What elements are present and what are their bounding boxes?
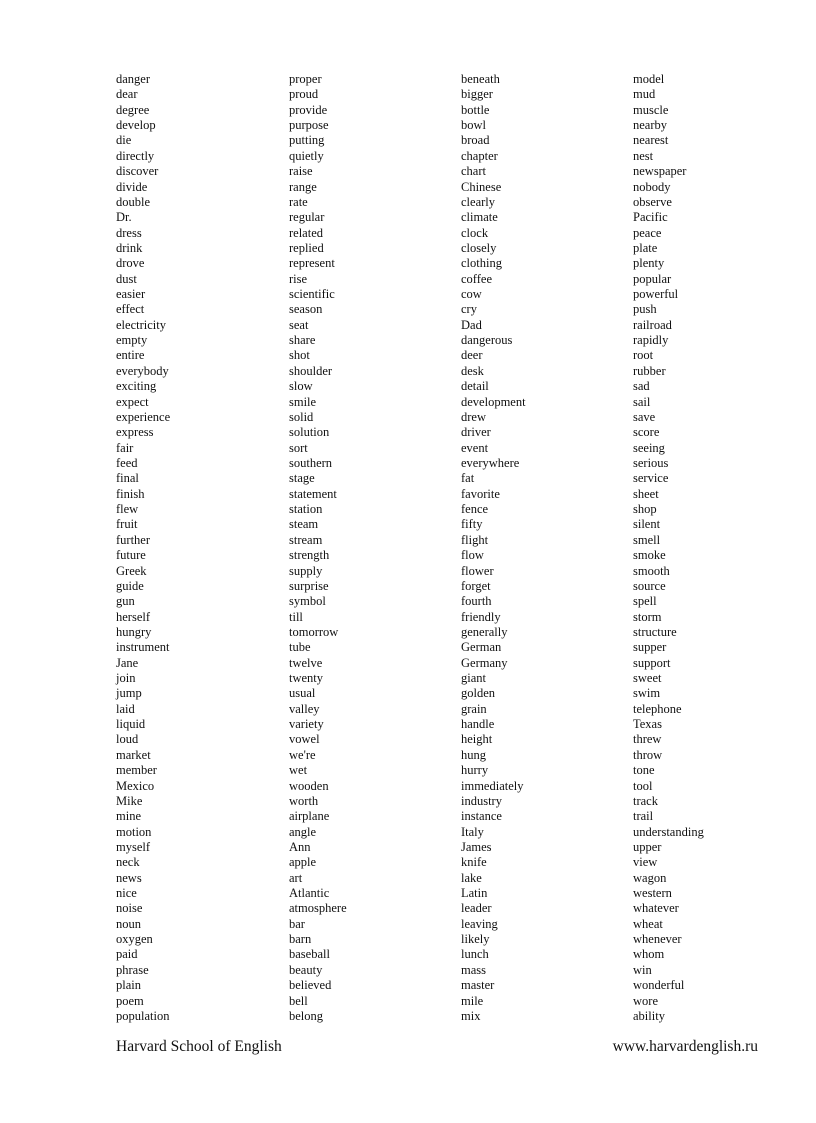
word-column-2 (289, 72, 347, 1024)
word-item: noise (116, 901, 143, 916)
word-item: finish (116, 486, 145, 501)
word-item: stage (289, 471, 315, 486)
word-item: closely (461, 240, 497, 255)
word-item: wooden (289, 778, 329, 793)
word-item: supply (289, 563, 323, 578)
word-item: paid (116, 947, 138, 962)
word-item: liquid (116, 717, 146, 732)
word-item: till (289, 609, 303, 624)
word-item: range (289, 179, 317, 194)
word-item: rapidly (633, 333, 669, 348)
word-item: telephone (633, 701, 682, 716)
word-item: solution (289, 425, 330, 440)
word-item: grain (461, 701, 487, 716)
word-item: industry (461, 793, 502, 808)
word-item: trail (633, 809, 654, 824)
word-item: mix (461, 1008, 481, 1023)
word-item: giant (461, 671, 486, 686)
word-item: mud (633, 87, 656, 102)
word-item: motion (116, 824, 152, 839)
word-item: newspaper (633, 164, 687, 179)
word-item: Atlantic (289, 886, 330, 901)
word-item: market (116, 747, 151, 762)
word-item: double (116, 194, 151, 209)
word-item: service (633, 471, 669, 486)
word-item: mass (461, 962, 486, 977)
word-item: regular (289, 210, 325, 225)
word-item: climate (461, 210, 498, 225)
word-item: proper (289, 72, 322, 86)
word-item: seeing (633, 440, 665, 455)
word-item: whenever (633, 932, 682, 947)
word-item: smile (289, 394, 317, 409)
word-item: further (116, 532, 151, 547)
word-item: season (289, 302, 323, 317)
word-item: track (633, 793, 658, 808)
word-item: southern (289, 455, 333, 470)
word-item: cry (461, 302, 477, 317)
word-item: discover (116, 164, 159, 179)
word-item: population (116, 1008, 170, 1023)
word-item: event (461, 440, 489, 455)
word-item: seat (289, 317, 309, 332)
word-item: dear (116, 87, 138, 102)
word-item: Mike (116, 793, 143, 808)
word-item: sweet (633, 671, 662, 686)
word-item: popular (633, 271, 672, 286)
word-item: solid (289, 409, 314, 424)
word-item: everywhere (461, 455, 520, 470)
word-item: deer (461, 348, 483, 363)
word-item: final (116, 471, 139, 486)
word-item: quietly (289, 148, 324, 163)
word-item: knife (461, 855, 487, 870)
footer-website-url: www.harvardenglish.ru (612, 1038, 758, 1055)
word-item: golden (461, 686, 496, 701)
word-item: structure (633, 624, 677, 639)
word-item: flower (461, 563, 494, 578)
word-item: Greek (116, 563, 147, 578)
word-item: oxygen (116, 932, 153, 947)
word-item: fence (461, 502, 489, 517)
word-item: smoke (633, 548, 666, 563)
word-item: dangerous (461, 333, 513, 348)
word-item: symbol (289, 594, 326, 609)
word-item: tone (633, 763, 655, 778)
word-item: chart (461, 164, 486, 179)
word-item: view (633, 855, 658, 870)
word-item: believed (289, 978, 332, 993)
word-item: raise (289, 164, 313, 179)
word-item: smooth (633, 563, 670, 578)
word-item: experience (116, 409, 171, 424)
word-item: upper (633, 839, 662, 854)
word-item: strength (289, 548, 330, 563)
word-item: poem (116, 993, 144, 1008)
word-item: Italy (461, 824, 484, 839)
word-item: sail (633, 394, 651, 409)
word-item: master (461, 978, 495, 993)
word-item: observe (633, 194, 672, 209)
word-item: flow (461, 548, 484, 563)
word-item: fruit (116, 517, 138, 532)
word-item: nice (116, 886, 137, 901)
word-item: slow (289, 379, 313, 394)
word-item: hung (461, 747, 486, 762)
word-item: western (633, 886, 672, 901)
word-item: station (289, 502, 323, 517)
word-item: mine (116, 809, 141, 824)
word-item: beneath (461, 72, 500, 86)
word-item: storm (633, 609, 662, 624)
word-item: rate (289, 194, 308, 209)
word-item: score (633, 425, 660, 440)
word-item: wonderful (633, 978, 685, 993)
word-item: bell (289, 993, 308, 1008)
word-item: represent (289, 256, 335, 271)
word-item: coffee (461, 271, 492, 286)
word-item: usual (289, 686, 316, 701)
word-item: flight (461, 532, 489, 547)
word-item: easier (116, 287, 146, 302)
word-item: degree (116, 102, 150, 117)
word-item: muscle (633, 102, 669, 117)
word-item: effect (116, 302, 145, 317)
word-item: save (633, 409, 656, 424)
word-item: James (461, 839, 492, 854)
word-item: laid (116, 701, 135, 716)
word-item: steam (289, 517, 319, 532)
word-item: rubber (633, 363, 666, 378)
word-item: favorite (461, 486, 500, 501)
word-item: statement (289, 486, 337, 501)
word-item: proud (289, 87, 319, 102)
word-item: everybody (116, 363, 169, 378)
word-item: swim (633, 686, 661, 701)
word-item: scientific (289, 287, 335, 302)
word-item: related (289, 225, 324, 240)
word-item: detail (461, 379, 489, 394)
word-item: barn (289, 932, 312, 947)
word-item: desk (461, 363, 484, 378)
word-item: nest (633, 148, 654, 163)
word-item: handle (461, 717, 495, 732)
word-item: friendly (461, 609, 501, 624)
word-item: plain (116, 978, 141, 993)
word-item: fifty (461, 517, 483, 532)
word-item: mile (461, 993, 484, 1008)
word-item: gun (116, 594, 135, 609)
word-item: Ann (289, 839, 311, 854)
word-item: wagon (633, 870, 667, 885)
word-item: jump (116, 686, 142, 701)
word-item: root (633, 348, 654, 363)
word-item: Texas (633, 717, 662, 732)
word-item: expect (116, 394, 149, 409)
word-item: threw (633, 732, 662, 747)
word-item: member (116, 763, 157, 778)
word-item: bigger (461, 87, 493, 102)
word-item: push (633, 302, 657, 317)
word-item: height (461, 732, 493, 747)
word-item: whatever (633, 901, 679, 916)
word-item: phrase (116, 962, 149, 977)
word-item: peace (633, 225, 662, 240)
word-item: vowel (289, 732, 320, 747)
word-item: Pacific (633, 210, 668, 225)
word-item: putting (289, 133, 325, 148)
word-item: development (461, 394, 526, 409)
word-item: express (116, 425, 154, 440)
word-item: bar (289, 916, 305, 931)
word-item: immediately (461, 778, 524, 793)
word-item: dress (116, 225, 142, 240)
word-item: win (633, 962, 652, 977)
word-item: German (461, 640, 502, 655)
word-item: ability (633, 1008, 665, 1023)
word-item: railroad (633, 317, 672, 332)
word-item: sheet (633, 486, 659, 501)
word-item: divide (116, 179, 148, 194)
word-item: danger (116, 72, 151, 86)
word-item: lake (461, 870, 482, 885)
word-item: Mexico (116, 778, 155, 793)
word-item: bowl (461, 118, 486, 133)
word-item: support (633, 655, 671, 670)
word-item: share (289, 333, 316, 348)
word-item: generally (461, 624, 508, 639)
word-item: replied (289, 240, 324, 255)
word-item: angle (289, 824, 317, 839)
word-item: surprise (289, 578, 329, 593)
word-item: airplane (289, 809, 330, 824)
word-item: hungry (116, 624, 152, 639)
word-item: smell (633, 532, 661, 547)
word-item: understanding (633, 824, 704, 839)
word-item: tomorrow (289, 624, 339, 639)
word-item: source (633, 578, 666, 593)
word-item: spell (633, 594, 657, 609)
word-item: driver (461, 425, 491, 440)
word-item: Dad (461, 317, 482, 332)
word-item: tube (289, 640, 311, 655)
word-item: Dr. (116, 210, 132, 225)
word-item: fat (461, 471, 475, 486)
word-item: twelve (289, 655, 323, 670)
word-item: plate (633, 240, 658, 255)
word-item: valley (289, 701, 320, 716)
word-item: broad (461, 133, 490, 148)
word-item: leader (461, 901, 492, 916)
word-item: Latin (461, 886, 488, 901)
word-item: clothing (461, 256, 502, 271)
word-item: silent (633, 517, 661, 532)
word-item: herself (116, 609, 151, 624)
word-item: rise (289, 271, 308, 286)
word-item: empty (116, 333, 148, 348)
word-item: beauty (289, 962, 323, 977)
footer-school-name: Harvard School of English (116, 1038, 282, 1055)
word-item: fair (116, 440, 134, 455)
word-item: future (116, 548, 146, 563)
word-item: drew (461, 409, 486, 424)
word-item: shop (633, 502, 657, 517)
word-item: news (116, 870, 142, 885)
word-item: dust (116, 271, 137, 286)
word-item: apple (289, 855, 317, 870)
word-item: art (289, 870, 303, 885)
word-item: purpose (289, 118, 329, 133)
word-item: Jane (116, 655, 139, 670)
word-item: sort (289, 440, 308, 455)
word-item: nearby (633, 118, 668, 133)
word-item: drove (116, 256, 145, 271)
word-item: twenty (289, 671, 324, 686)
word-item: Germany (461, 655, 508, 670)
word-item: forget (461, 578, 491, 593)
word-item: serious (633, 455, 669, 470)
word-item: we're (289, 747, 316, 762)
word-item: wore (633, 993, 658, 1008)
word-item: electricity (116, 317, 166, 332)
word-item: feed (116, 455, 138, 470)
word-item: hurry (461, 763, 489, 778)
word-item: plenty (633, 256, 665, 271)
word-item: instrument (116, 640, 170, 655)
word-item: throw (633, 747, 663, 762)
word-item: baseball (289, 947, 330, 962)
word-item: sad (633, 379, 650, 394)
word-item: tool (633, 778, 653, 793)
word-item: whom (633, 947, 665, 962)
word-item: myself (116, 839, 151, 854)
word-item: nobody (633, 179, 671, 194)
word-item: clearly (461, 194, 496, 209)
word-item: loud (116, 732, 139, 747)
word-item: belong (289, 1008, 324, 1023)
word-column-4 (633, 72, 704, 1024)
word-item: shot (289, 348, 310, 363)
word-item: shoulder (289, 363, 333, 378)
word-item: cow (461, 287, 482, 302)
word-item: neck (116, 855, 140, 870)
word-item: entire (116, 348, 145, 363)
word-item: variety (289, 717, 324, 732)
word-item: provide (289, 102, 328, 117)
word-item: powerful (633, 287, 679, 302)
word-item: fourth (461, 594, 492, 609)
word-item: Chinese (461, 179, 502, 194)
word-column-1 (116, 72, 170, 1024)
word-item: die (116, 133, 132, 148)
word-item: wheat (633, 916, 663, 931)
word-item: wet (289, 763, 308, 778)
word-item: directly (116, 148, 155, 163)
word-item: leaving (461, 916, 498, 931)
word-item: noun (116, 916, 141, 931)
word-item: stream (289, 532, 323, 547)
word-item: guide (116, 578, 144, 593)
word-item: bottle (461, 102, 490, 117)
word-item: supper (633, 640, 667, 655)
word-item: exciting (116, 379, 157, 394)
word-item: nearest (633, 133, 669, 148)
word-item: model (633, 72, 665, 86)
word-item: worth (289, 793, 319, 808)
word-item: clock (461, 225, 489, 240)
word-item: flew (116, 502, 139, 517)
word-item: develop (116, 118, 156, 133)
word-item: likely (461, 932, 490, 947)
word-item: lunch (461, 947, 489, 962)
word-item: join (116, 671, 136, 686)
word-item: chapter (461, 148, 498, 163)
word-column-3 (461, 72, 526, 1024)
word-item: atmosphere (289, 901, 347, 916)
word-item: drink (116, 240, 143, 255)
word-item: instance (461, 809, 502, 824)
